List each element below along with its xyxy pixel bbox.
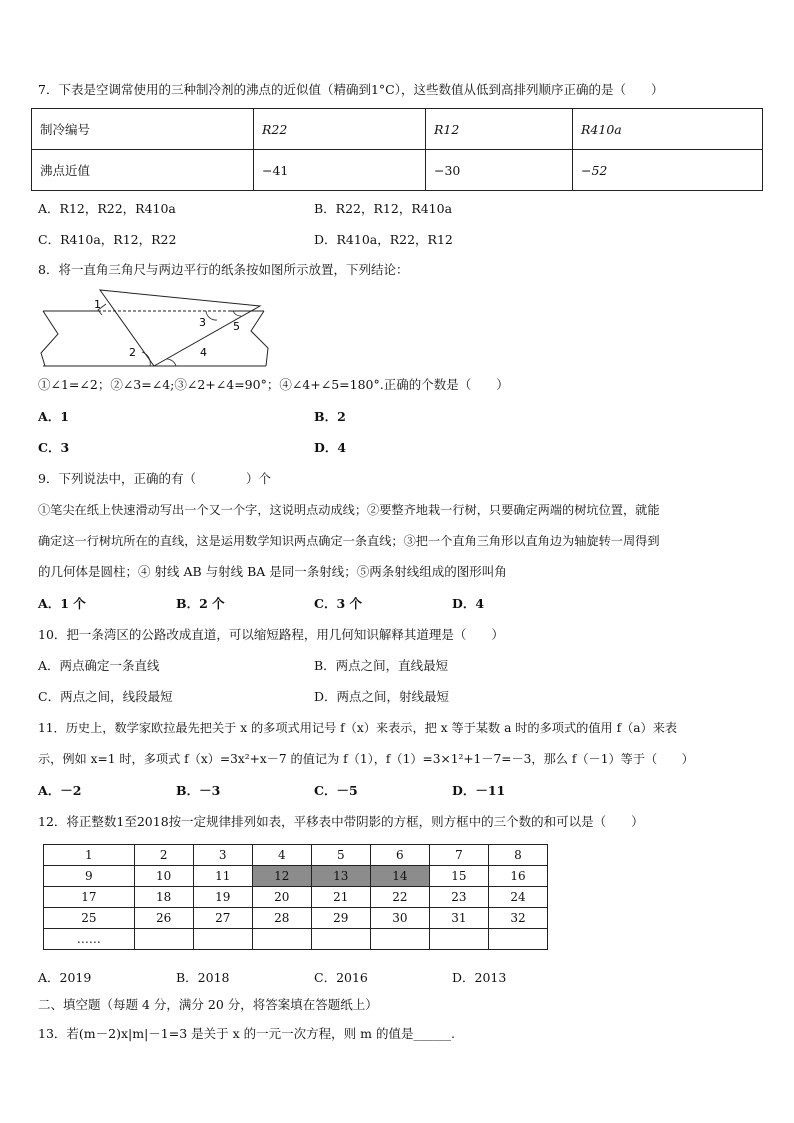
q12-option-c[interactable]: C．2016 bbox=[314, 970, 368, 985]
q8-figure bbox=[36, 280, 272, 372]
section-heading: 二、填空题（每题 4 分，满分 20 分，将答案填在答题纸上） bbox=[38, 997, 378, 1012]
table-cell: 9 bbox=[44, 866, 135, 887]
angle-label-2: 2 bbox=[129, 346, 136, 359]
table-cell: 6 bbox=[370, 845, 429, 866]
q8-option-d[interactable]: D．4 bbox=[314, 440, 347, 455]
q9-text-line-3: 的几何体是圆柱；④ 射线 AB 与射线 BA 是同一条射线；⑤两条射线组成的图形叫角 bbox=[38, 564, 507, 579]
table-cell bbox=[193, 929, 252, 950]
q10-option-b[interactable]: B．两点之间，直线最短 bbox=[314, 658, 449, 673]
q12-option-a[interactable]: A．2019 bbox=[38, 970, 92, 985]
table-cell bbox=[429, 929, 488, 950]
table-cell: 32 bbox=[488, 908, 547, 929]
table-cell: 20 bbox=[252, 887, 311, 908]
q10-stem: 10．把一条湾区的公路改成直道，可以缩短路程，用几何知识解释其道理是（ ） bbox=[38, 627, 504, 642]
table-cell: 10 bbox=[134, 866, 193, 887]
table-cell: 15 bbox=[429, 866, 488, 887]
table-cell bbox=[488, 929, 547, 950]
table-cell: −41 bbox=[254, 150, 426, 191]
table-cell: 23 bbox=[429, 887, 488, 908]
q7-table bbox=[31, 108, 763, 191]
table-cell: 25 bbox=[44, 908, 135, 929]
q9-option-c[interactable]: C．3 个 bbox=[314, 596, 362, 611]
shaded-cell: 13 bbox=[311, 866, 370, 887]
table-cell: R22 bbox=[254, 109, 426, 150]
table-cell: 24 bbox=[488, 887, 547, 908]
q7-option-d[interactable]: D．R410a，R22，R12 bbox=[314, 232, 453, 247]
table-cell: 28 bbox=[252, 908, 311, 929]
table-cell: …… bbox=[44, 929, 135, 950]
table-cell: 31 bbox=[429, 908, 488, 929]
q10-option-d[interactable]: D．两点之间，射线最短 bbox=[314, 689, 450, 704]
table-cell bbox=[134, 929, 193, 950]
q8-conclusions: ①∠1=∠2；②∠3=∠4;③∠2+∠4=90°；④∠4+∠5=180°.正确的个数是（ ） bbox=[38, 377, 509, 392]
shaded-cell: 12 bbox=[252, 866, 311, 887]
table-cell: 19 bbox=[193, 887, 252, 908]
angle-label-1: 1 bbox=[94, 298, 101, 311]
angle-label-4: 4 bbox=[200, 346, 207, 359]
table-row bbox=[32, 109, 763, 150]
strip-right-break bbox=[251, 311, 268, 366]
table-cell: −52 bbox=[573, 150, 763, 191]
table-cell bbox=[252, 929, 311, 950]
q8-option-a[interactable]: A．1 bbox=[38, 409, 69, 424]
q13-stem: 13．若(m－2)x|m|－1=3 是关于 x 的一元一次方程，则 m 的值是______. bbox=[38, 1026, 455, 1041]
angle-label-5: 5 bbox=[233, 320, 240, 333]
q12-option-d[interactable]: D．2013 bbox=[452, 970, 507, 985]
strip-left-break bbox=[41, 311, 58, 366]
table-cell: 17 bbox=[44, 887, 135, 908]
table-cell: 8 bbox=[488, 845, 547, 866]
table-cell: 7 bbox=[429, 845, 488, 866]
q9-option-a[interactable]: A．1 个 bbox=[38, 596, 86, 611]
table-row bbox=[44, 866, 548, 887]
angle-arc-2 bbox=[142, 352, 150, 366]
table-cell: 制冷编号 bbox=[32, 109, 254, 150]
q10-option-a[interactable]: A．两点确定一条直线 bbox=[38, 658, 160, 673]
table-cell: 22 bbox=[370, 887, 429, 908]
q7-option-a[interactable]: A．R12，R22，R410a bbox=[38, 201, 176, 216]
table-cell: 1 bbox=[44, 845, 135, 866]
table-cell: 21 bbox=[311, 887, 370, 908]
table-cell: 16 bbox=[488, 866, 547, 887]
q9-stem: 9．下列说法中，正确的有（ ）个 bbox=[38, 471, 271, 486]
table-row bbox=[44, 887, 548, 908]
table-cell: 27 bbox=[193, 908, 252, 929]
q7-option-c[interactable]: C．R410a，R12，R22 bbox=[38, 232, 177, 247]
angle-arc-3 bbox=[206, 311, 217, 320]
q12-number-table bbox=[43, 844, 548, 950]
q11-option-d[interactable]: D．－11 bbox=[452, 783, 506, 798]
angle-label-3: 3 bbox=[199, 316, 206, 329]
q8-option-b[interactable]: B．2 bbox=[314, 409, 346, 424]
q9-text-line-1: ①笔尖在纸上快速滑动写出一个又一个字，这说明点动成线；②要整齐地栽一行树，只要确定两端的树坑位置，就能 bbox=[38, 503, 660, 517]
table-cell bbox=[311, 929, 370, 950]
q11-text-line-1: 11．历史上，数学家欧拉最先把关于 x 的多项式用记号 f（x）来表示，把 x 等于某数 a 时的多项式的值用 f（a）来表 bbox=[38, 721, 678, 735]
table-cell: 11 bbox=[193, 866, 252, 887]
table-row bbox=[32, 150, 763, 191]
q8-option-c[interactable]: C．3 bbox=[38, 440, 70, 455]
table-cell: R410a bbox=[573, 109, 763, 150]
q12-option-b[interactable]: B．2018 bbox=[176, 970, 230, 985]
table-row bbox=[44, 929, 548, 950]
table-cell bbox=[370, 929, 429, 950]
q11-option-c[interactable]: C．－5 bbox=[314, 783, 358, 798]
q11-text-line-2: 示，例如 x=1 时，多项式 f（x）=3x²+x－7 的值记为 f（1），f（1）=3×1²+1－7=－3，那么 f（－1）等于（ ） bbox=[38, 752, 694, 766]
table-row bbox=[44, 845, 548, 866]
q9-text-line-2: 确定这一行树坑所在的直线，这是运用数学知识两点确定一条直线；③把一个直角三角形以直角边为轴旋转一周得到 bbox=[38, 534, 660, 548]
table-cell: 2 bbox=[134, 845, 193, 866]
q7-stem: 7．下表是空调常使用的三种制冷剂的沸点的近似值（精确到1°C），这些数值从低到高排列顺序正确的是（ ） bbox=[38, 82, 664, 97]
table-cell: 26 bbox=[134, 908, 193, 929]
table-row bbox=[44, 908, 548, 929]
q11-option-a[interactable]: A．－2 bbox=[38, 783, 82, 798]
table-cell: 18 bbox=[134, 887, 193, 908]
q8-stem: 8．将一直角三角尺与两边平行的纸条按如图所示放置，下列结论： bbox=[38, 262, 409, 277]
q11-option-b[interactable]: B．－3 bbox=[176, 783, 221, 798]
angle-arc-4 bbox=[167, 359, 176, 366]
table-cell: 3 bbox=[193, 845, 252, 866]
q9-option-d[interactable]: D．4 bbox=[452, 596, 485, 611]
table-cell: 30 bbox=[370, 908, 429, 929]
table-cell: 5 bbox=[311, 845, 370, 866]
table-cell: 29 bbox=[311, 908, 370, 929]
table-cell: 4 bbox=[252, 845, 311, 866]
q12-stem: 12．将正整数1至2018按一定规律排列如表，平移表中带阴影的方框，则方框中的三个数的和可以是（ ） bbox=[38, 814, 644, 829]
q10-option-c[interactable]: C．两点之间，线段最短 bbox=[38, 689, 173, 704]
angle-arc-5 bbox=[233, 311, 241, 316]
table-cell: R12 bbox=[426, 109, 573, 150]
q7-option-b[interactable]: B．R22，R12，R410a bbox=[314, 201, 453, 216]
shaded-cell: 14 bbox=[370, 866, 429, 887]
table-cell: −30 bbox=[426, 150, 573, 191]
table-cell: 沸点近值 bbox=[32, 150, 254, 191]
q9-option-b[interactable]: B．2 个 bbox=[176, 596, 225, 611]
